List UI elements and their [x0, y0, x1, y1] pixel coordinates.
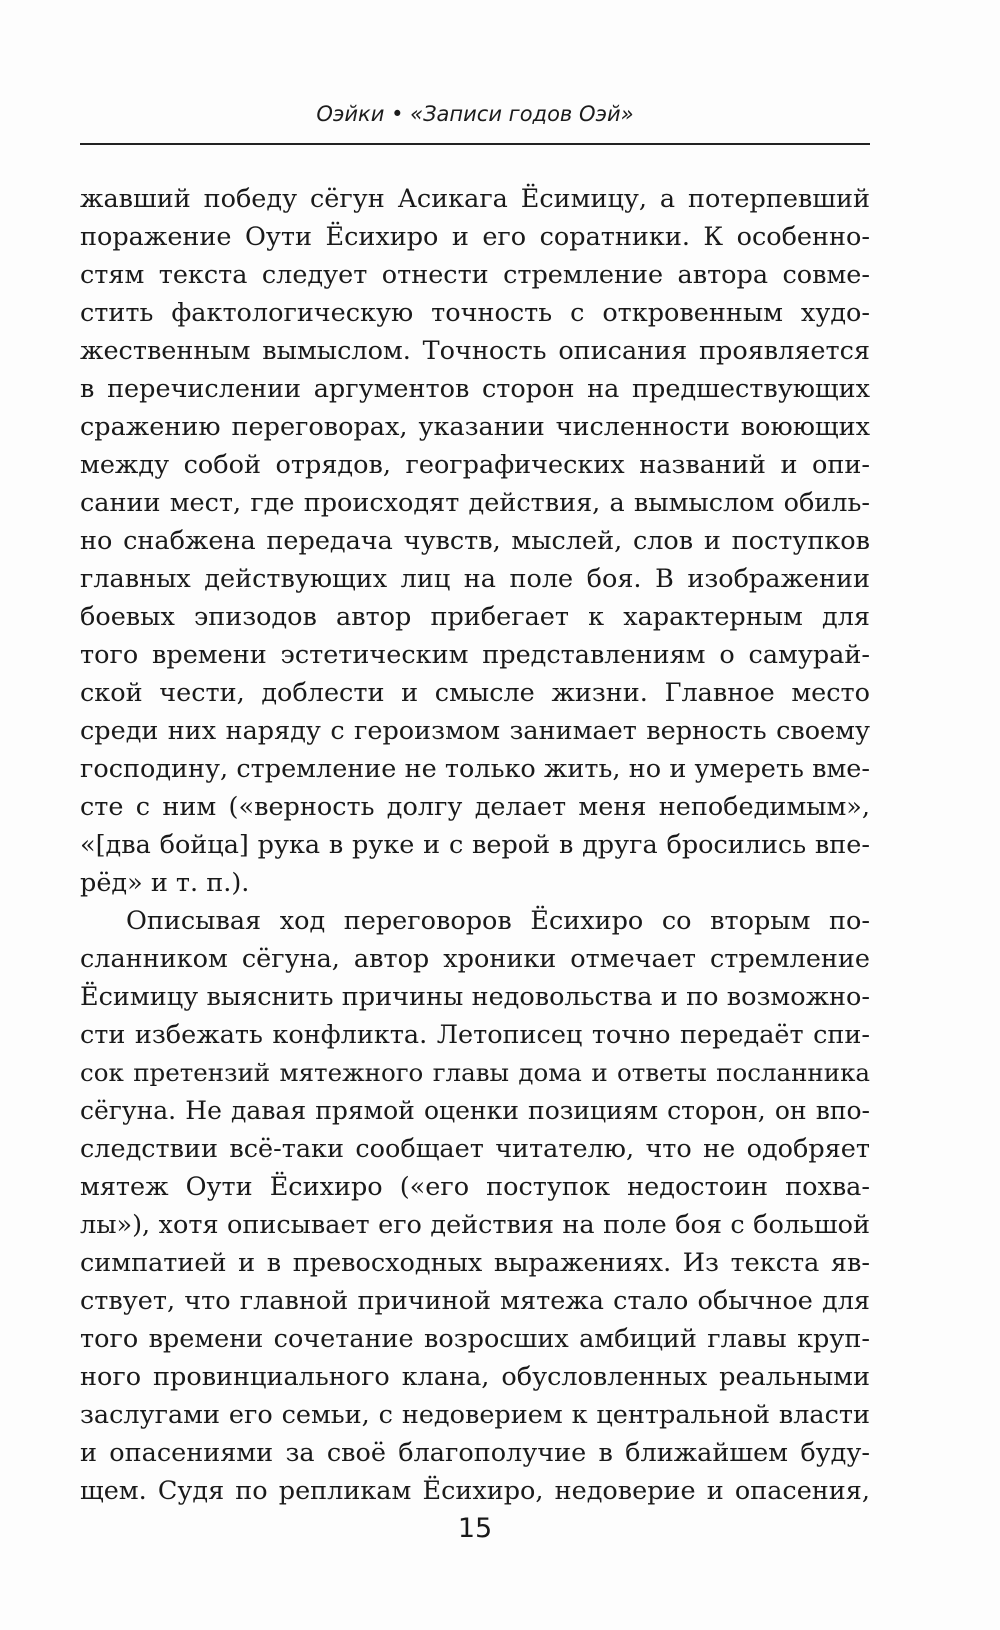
text-line: между собой отрядов, географических названий и опи-	[80, 450, 870, 480]
text-line: ской чести, доблести и смысле жизни. Главное место	[80, 678, 870, 708]
text-line: сок претензий мятежного главы дома и ответы посланника	[80, 1058, 870, 1087]
text-line: боевых эпизодов автор прибегает к характерным для	[80, 602, 870, 632]
text-line: поражение Оути Ёсихиро и его соратники. К особенно-	[80, 222, 870, 252]
running-header: Оэйки • «Записи годов Оэй»	[316, 102, 634, 126]
text-line: ствует, что главной причиной мятежа стало обычное для	[80, 1286, 870, 1316]
text-line: и опасениями за своё благополучие в ближайшем буду-	[80, 1438, 870, 1468]
text-line: следствии всё-таки сообщает читателю, что не одобряет	[80, 1134, 870, 1164]
text-line: заслугами его семьи, с недоверием к центральной власти	[80, 1400, 870, 1430]
text-line: среди них наряду с героизмом занимает верность своему	[80, 716, 870, 746]
text-line: сражению переговорах, указании численности воюющих	[80, 412, 870, 442]
text-line: стям текста следует отнести стремление автора совме-	[80, 260, 870, 290]
text-line: господину, стремление не только жить, но и умереть вме-	[80, 754, 870, 784]
text-line: сланником сёгуна, автор хроники отмечает стремление	[80, 944, 870, 974]
text-line: стить фактологическую точность с откровенным худо-	[80, 298, 870, 328]
text-line: в перечислении аргументов сторон на предшествующих	[80, 374, 870, 404]
text-line: сании мест, где происходят действия, а вымыслом обиль-	[80, 488, 870, 518]
page-number: 15	[457, 1513, 493, 1544]
text-line: жественным вымыслом. Точность описания проявляется	[80, 336, 870, 366]
text-line: жавший победу сёгун Асикага Ёсимицу, а потерпевший	[80, 184, 870, 214]
text-line: но снабжена передача чувств, мыслей, слов и поступков	[80, 526, 870, 556]
text-line: Ёсимицу выяснить причины недовольства и по возможно-	[80, 982, 870, 1012]
header-rule	[80, 143, 870, 145]
text-line: того времени сочетание возросших амбиций главы круп-	[80, 1324, 870, 1354]
text-line: лы»), хотя описывает его действия на поле боя с большой	[80, 1210, 870, 1240]
body-text	[80, 180, 870, 1510]
text-line: рёд» и т. п.).	[80, 868, 250, 898]
text-line: сте с ним («верность долгу делает меня непобедимым»,	[80, 792, 870, 822]
text-line: сти избежать конфликта. Летописец точно передаёт спи-	[80, 1020, 870, 1050]
text-line: мятеж Оути Ёсихиро («его поступок недостоин похва-	[80, 1172, 870, 1202]
paragraph	[80, 902, 870, 1510]
text-line: того времени эстетическим представлениям о самурай-	[80, 640, 870, 670]
text-line: главных действующих лиц на поле боя. В изображении	[80, 564, 870, 594]
text-line: ного провинциального клана, обусловленных реальными	[80, 1362, 870, 1392]
text-line: «[два бойца] рука в руке и с верой в друга бросились впе-	[80, 830, 870, 860]
text-line: сёгуна. Не давая прямой оценки позициям сторон, он впо-	[80, 1096, 870, 1125]
text-line: симпатией и в превосходных выражениях. Из текста яв-	[80, 1248, 870, 1278]
paragraph	[80, 180, 870, 902]
text-line: щем. Судя по репликам Ёсихиро, недоверие и опасения,	[80, 1476, 870, 1506]
text-line: Описывая ход переговоров Ёсихиро со вторым по-	[126, 906, 870, 936]
